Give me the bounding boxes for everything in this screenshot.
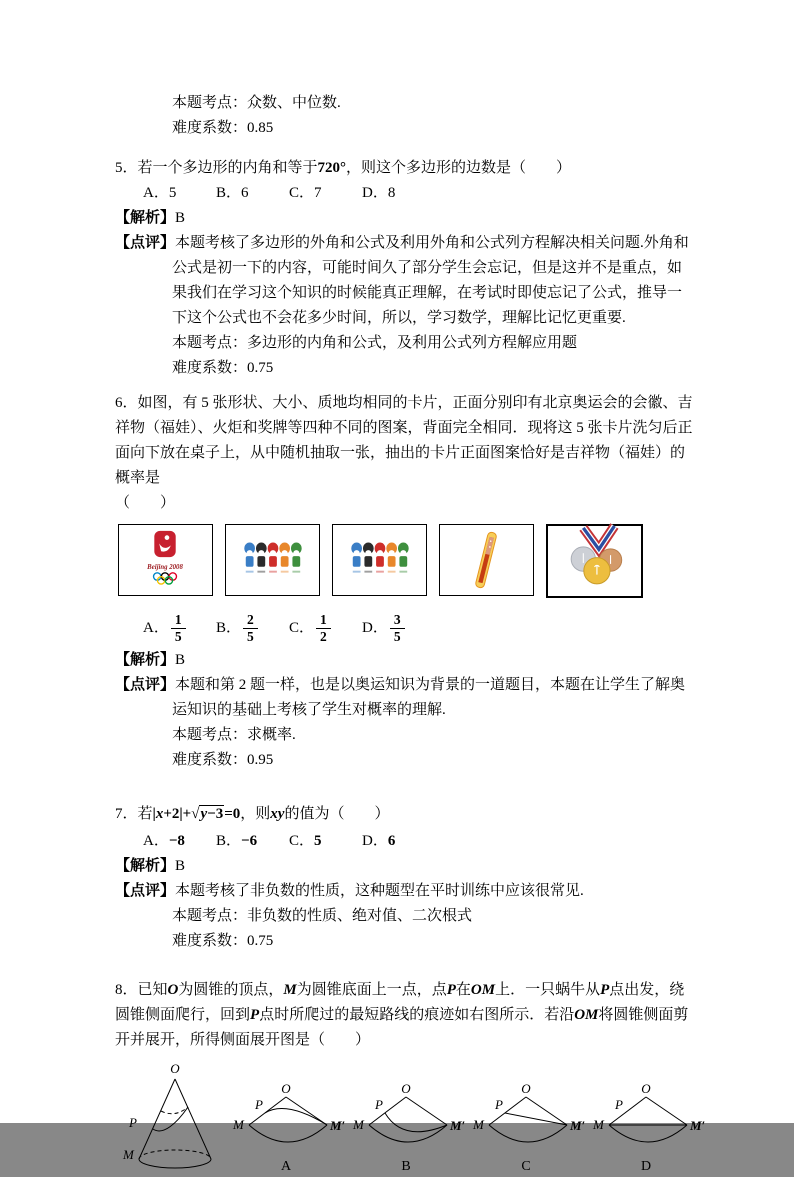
q5-comment: 【点评】本题考核了多边形的外角和公式及利用外角和公式列方程解决相关问题.外角和公式是初一下的内容，可能时间久了部分学生会忘记，但是这并不是重点，如果我们在学习这个知识的时候能真正理解，在考试时即使忘记了公式，推导一下这个公式也不会花多少时间，所以，学习数学，理解比记忆更重要. [115,235,689,326]
q7-option-b: B．−6 [216,833,258,849]
svg-text:O: O [401,1081,411,1096]
fraction: $\frac{1}{5}$ [171,612,186,644]
prev-question-points: 本题考点：众数、中位数. [172,95,341,111]
fraction: $\frac{1}{2}$ [316,612,331,644]
svg-text:B: B [401,1159,411,1174]
q5-stem: 5．若一个多边形的内角和等于720°，则这个多边形的边数是（ ） [115,160,572,176]
q7-xy-variable: xy [270,806,285,822]
question-7 [115,799,695,954]
olympic-emblem-card [118,524,213,596]
svg-text:A: A [280,1159,292,1174]
q6-stem: 6．如图，有 5 张形状、大小、质地均相同的卡片，正面分别印有北京奥运会的会徽、吉祥物（福娃）、火炬和奖牌等四种不同的图案，背面完全相同．现将这 5 张卡片洗匀后正面向下放在桌子上，从中随机抽取一张，抽出的卡片正面图案恰好是吉祥物（福娃）的概率是 [115,395,693,486]
olympic-medals-card [546,524,643,598]
fuwa-mascots-card [332,524,427,596]
fraction: $\frac{2}{5}$ [243,612,258,644]
svg-text:P: P [375,1097,383,1112]
q7-options [115,829,695,854]
q6-options [115,608,695,648]
beijing-2008-emblem-icon [119,525,212,595]
question-8 [115,978,706,1177]
q7-option-c: C．5 [289,833,322,849]
svg-text:D: D [640,1159,652,1174]
question-5 [115,156,695,381]
svg-text:M′: M′ [690,1118,706,1133]
svg-text:M′: M′ [450,1118,466,1133]
q7-option-a: A．−8 [143,833,185,849]
fuwa-mascots-icon [226,525,319,595]
q5-option-c: C．7 [289,185,322,201]
q6-difficulty: 难度系数：0.95 [172,752,274,768]
fuwa-mascots-card [225,524,320,596]
svg-text:M: M [593,1117,604,1132]
q7-equation: |x+2|+√y−3=0 [152,806,241,822]
fan-option-b [349,1081,465,1177]
q7-option-d: D．6 [362,833,396,849]
cone-figure [115,1059,227,1177]
q6-option-d: D． $\frac{3}{5}$ [362,612,435,644]
fan-option-d [589,1081,705,1177]
q5-option-b: B．6 [216,185,249,201]
q6-comment: 【点评】本题和第 2 题一样，也是以奥运知识为背景的一道题目，本题在让学生了解奥运知识的基础上考核了学生对概率的理解. [115,677,686,718]
q5-option-a: A．5 [143,185,177,201]
svg-text:M: M [233,1117,244,1132]
svg-text:O: O [641,1081,651,1096]
svg-text:P: P [255,1097,263,1112]
svg-text:M: M [473,1117,484,1132]
q7-analysis: 【解析】B [115,858,186,874]
svg-text:M: M [123,1147,134,1162]
svg-text:O: O [170,1061,180,1076]
q7-comment: 【点评】本题考核了非负数的性质，这种题型在平时训练中应该很常见. [115,883,584,899]
svg-text:M: M [353,1117,364,1132]
svg-text:O: O [521,1081,531,1096]
q7-points: 本题考点：非负数的性质、绝对值、二次根式 [172,908,473,924]
fan-option-a [229,1081,345,1177]
q6-option-c: C． $\frac{1}{2}$ [289,612,362,644]
q6-paren: （ ） [115,495,176,511]
q6-card-images [118,524,695,598]
q5-difficulty: 难度系数：0.75 [172,360,274,376]
q8-stem: 8．已知O为圆锥的顶点，M为圆锥底面上一点，点P在OM上．一只蜗牛从P点出发，绕圆锥侧面爬行，回到P点时所爬过的最短路线的痕迹如右图所示．若沿OM将圆锥侧面剪开并展开，所得侧面展开图是（ ） [115,982,689,1048]
q5-points: 本题考点：多边形的内角和公式，及利用公式列方程解应用题 [172,335,578,351]
svg-text:M′: M′ [570,1118,586,1133]
q6-points: 本题考点：求概率. [172,727,296,743]
question-6 [115,391,695,773]
svg-text:P: P [129,1115,137,1130]
svg-text:P: P [615,1097,623,1112]
fraction: $\frac{3}{5}$ [390,612,405,644]
svg-text:Beijing 2008: Beijing 2008 [147,563,183,571]
svg-text:C: C [521,1159,531,1174]
q5-option-d: D．8 [362,185,396,201]
page-content [115,91,706,1177]
olympic-torch-card [439,524,534,596]
q6-option-b: B． $\frac{2}{5}$ [216,612,289,644]
svg-text:M′: M′ [330,1118,346,1133]
svg-text:P: P [495,1097,503,1112]
prev-question-difficulty: 难度系数：0.85 [172,120,274,136]
q6-analysis: 【解析】B [115,652,186,668]
q6-option-a: A． $\frac{1}{5}$ [143,612,216,644]
olympic-medals-icon [548,526,641,596]
q5-options [115,181,695,206]
q5-analysis: 【解析】B [115,210,186,226]
q7-difficulty: 难度系数：0.75 [172,933,274,949]
olympic-torch-icon [440,525,533,595]
fan-option-c [469,1081,585,1177]
q7-stem: 7．若|x+2|+√y−3=0，则xy的值为（ ） [115,806,390,822]
q5-stem-bold-720: 720° [317,160,347,176]
fuwa-mascots-icon [333,525,426,595]
svg-text:O: O [281,1081,291,1096]
q8-figures [115,1059,706,1177]
